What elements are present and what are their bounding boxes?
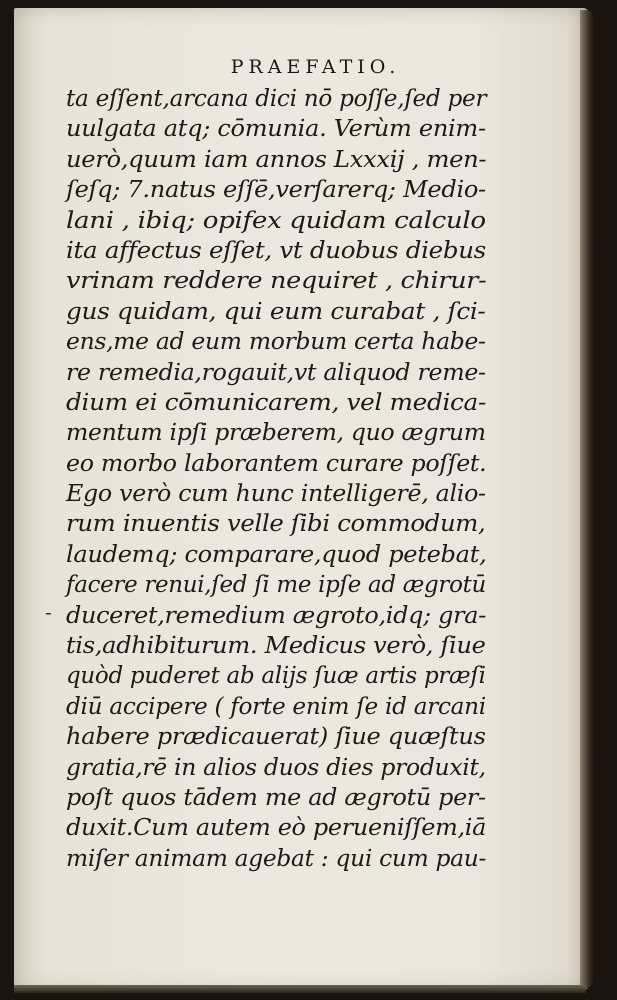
text-line: facere renui,ſed ſi me ipſe ad ægrotū (66, 572, 487, 599)
text-line: uerò,quum iam annos Lxxxij , men- (66, 146, 487, 173)
page-edge-right (580, 10, 594, 988)
text-line: dium ei cōmunicarem, vel medica- (66, 389, 486, 416)
text-line: gus quidam, qui eum curabat , ſci- (66, 298, 486, 325)
text-line: re remedia,rogauit,vt aliquod reme- (66, 359, 486, 386)
page-edge-bottom (14, 985, 586, 993)
text-line: rum inuentis velle ſibi commodum, (66, 511, 486, 538)
body-text (66, 84, 486, 874)
text-line: ens,me ad eum morbum certa habe- (66, 329, 486, 356)
text-line: quòd puderet ab alijs ſuæ artis præſi (66, 663, 486, 690)
text-line: lani , ibiq; opifex quidam calculo (66, 207, 486, 234)
text-line: uulgata atq; cōmunia. Verùm enim- (66, 116, 486, 143)
text-line: habere prædicauerat) ſiue quæſtus (66, 724, 486, 751)
running-head-text: PRAEFATIO. (230, 56, 401, 78)
text-line: diū accipere ( forte enim ſe id arcani (66, 693, 486, 720)
text-line: gratia,rē in alios duos dies produxit, (66, 754, 486, 781)
text-line: duxit.Cum autem eò perueniſſem,iā (66, 815, 487, 842)
text-line: Ego verò cum hunc intelligerē, alio- (66, 481, 486, 508)
text-line: mentum ipſi præberem, quo ægrum (66, 420, 486, 447)
running-head (0, 56, 617, 78)
text-line: duceret,remedium ægroto,idq; gra- (66, 602, 486, 629)
margin-mark: - (45, 600, 52, 624)
text-line: poſt quos tādem me ad ægrotū per- (66, 784, 486, 811)
text-line: ta eſſent,arcana dici nō poſſe,ſed per (66, 86, 487, 112)
text-line: vrinam reddere nequiret , chirur- (66, 268, 487, 295)
text-line: tis,adhibiturum. Medicus verò, ſiue (66, 633, 486, 660)
text-line: miſer animam agebat : qui cum pau- (66, 845, 487, 872)
text-line: ſeſq; 7.natus eſſē,verſarerq; Medio- (66, 177, 486, 204)
text-line: laudemq; comparare,quod petebat, (66, 541, 487, 568)
text-line: ita affectus eſſet, vt duobus diebus (66, 237, 486, 264)
text-line: eo morbo laborantem curare poſſet. (66, 450, 487, 477)
